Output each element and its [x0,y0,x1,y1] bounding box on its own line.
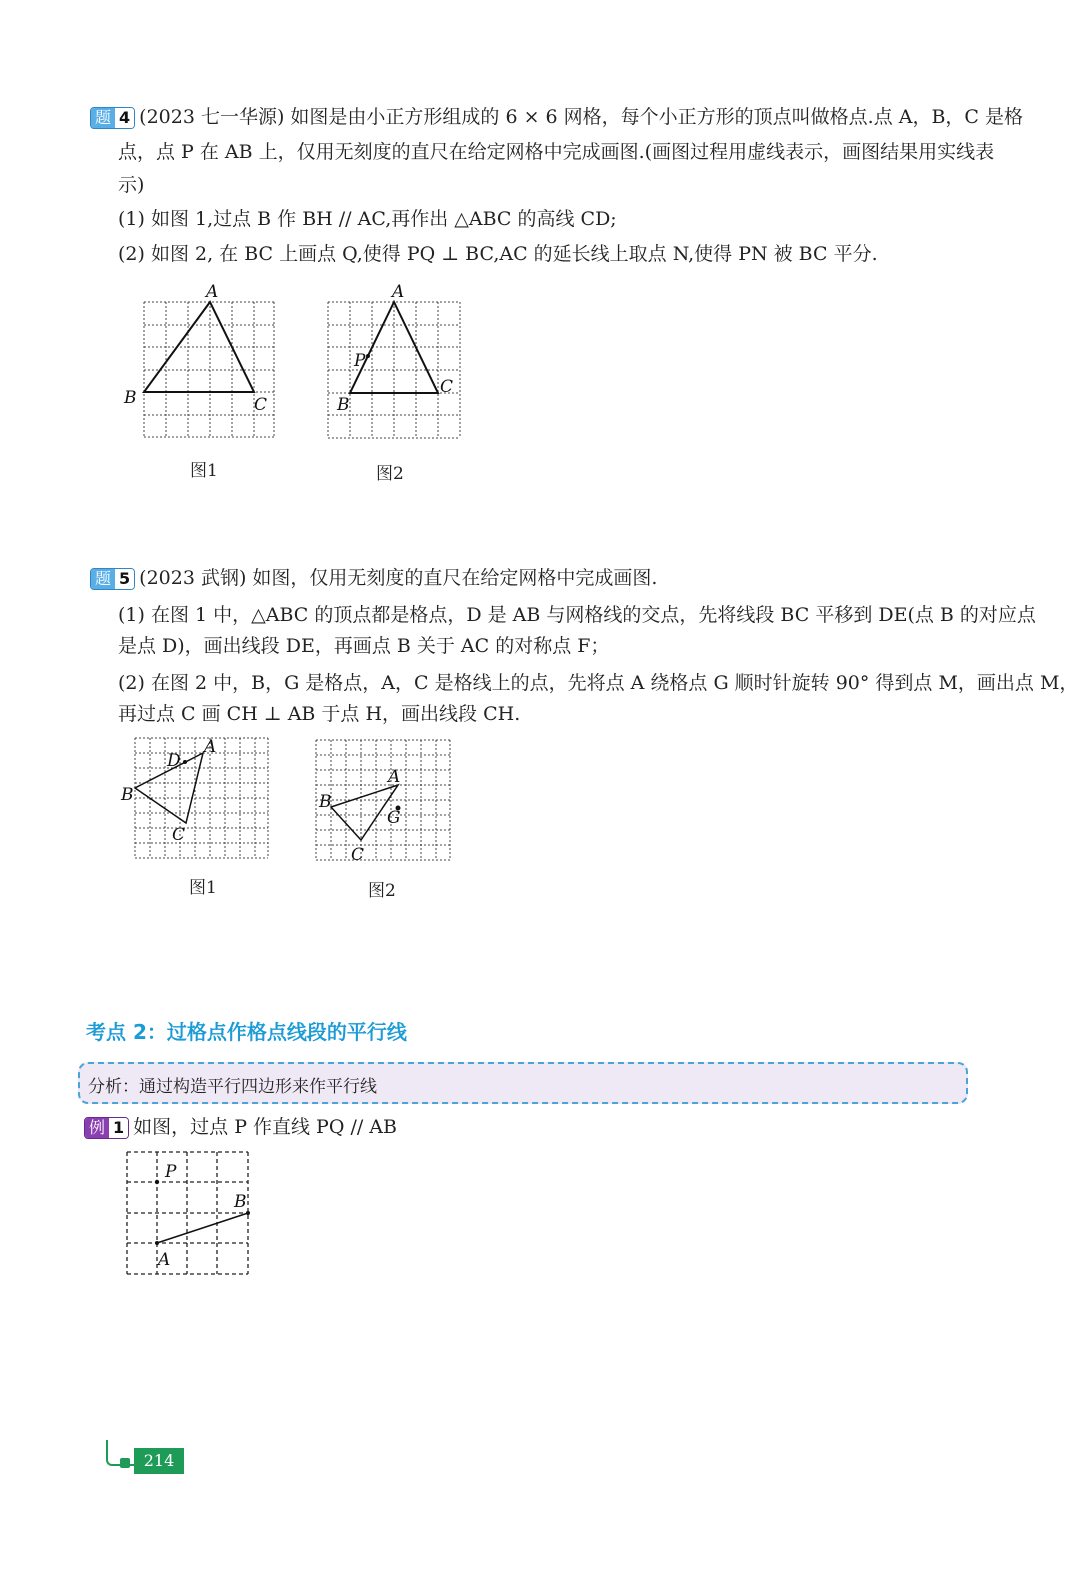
label-b: B [124,388,137,408]
q5-part2b: 再过点 C 画 CH ⊥ AB 于点 H，画出线段 CH. [118,703,521,725]
point-p [366,354,370,358]
segment-ab [157,1213,248,1243]
q5-part2a: (2) 在图 2 中，B，G 是格点，A，C 是格线上的点，先将点 A 绕格点 G 顺时针旋转 90° 得到点 M，画出点 M， [118,672,1079,694]
label-b: B [234,1192,247,1212]
example-1-line: 例 1 如图，过点 P 作直线 PQ // AB [84,1114,397,1140]
q5-fig2-caption: 图2 [368,881,396,901]
q5-figure-2 [300,730,460,870]
analysis-box [78,1062,968,1104]
q4-fig1-caption: 图1 [190,461,218,481]
label-a: A [204,737,217,757]
q5-badge: 题 5 [90,568,135,590]
label-d: D [167,751,181,771]
q5-part1a: (1) 在图 1 中，△ABC 的顶点都是格点，D 是 AB 与网格线的交点，先将线段 BC 平移到 DE(点 B 的对应点 [118,604,1036,626]
label-c: C [254,395,268,415]
q5-line1: 题 5 (2023 武钢) 如图，仅用无刻度的直尺在给定网格中完成画图. [90,565,657,591]
analysis-text: 分析：通过构造平行四边形来作平行线 [88,1077,377,1097]
q4-part2: (2) 如图 2, 在 BC 上画点 Q,使得 PQ ⊥ BC,AC 的延长线上取点 N,使得 PN 被 BC 平分. [118,243,878,265]
q4-line3: 示) [118,174,145,196]
page-dot-decoration [120,1458,130,1468]
q4-badge: 题 4 [90,107,135,129]
label-a: A [158,1250,171,1270]
q4-figure-2 [310,280,470,455]
label-c: C [351,845,365,865]
q4-line2: 点，点 P 在 AB 上，仅用无刻度的直尺在给定网格中完成画图.(画图过程用虚线表示，画图结果用实线表 [118,141,995,163]
label-a: A [388,767,401,787]
example-1-figure [120,1145,260,1280]
q5-fig1-caption: 图1 [189,878,217,898]
label-g: G [387,808,401,828]
q5-figure-1 [115,730,280,865]
point-p [155,1180,159,1184]
q4-part1: (1) 如图 1,过点 B 作 BH // AC,再作出 △ABC 的高线 CD; [118,208,617,230]
label-b: B [319,792,332,812]
point-d [183,760,187,764]
point-a [155,1241,159,1245]
q4-fig2-caption: 图2 [376,464,404,484]
label-a: A [392,282,405,302]
label-c: C [440,377,454,397]
label-b: B [121,785,134,805]
q4-figure-1 [110,280,290,455]
label-p: P [165,1162,177,1182]
page-number: 214 [134,1448,184,1474]
label-c: C [172,825,186,845]
label-a: A [206,282,219,302]
q4-line1: 题 4 (2023 七一华源) 如图是由小正方形组成的 6 × 6 网格，每个小正方形的顶点叫做格点.点 A，B，C 是格 [90,104,1023,130]
q5-part1b: 是点 D)，画出线段 DE，再画点 B 关于 AC 的对称点 F； [118,635,610,657]
example-badge: 例 1 [84,1117,129,1139]
point-b [246,1211,250,1215]
section-title: 考点 2：过格点作格点线段的平行线 [86,1020,407,1044]
label-p: P [354,351,366,371]
label-b: B [337,395,350,415]
